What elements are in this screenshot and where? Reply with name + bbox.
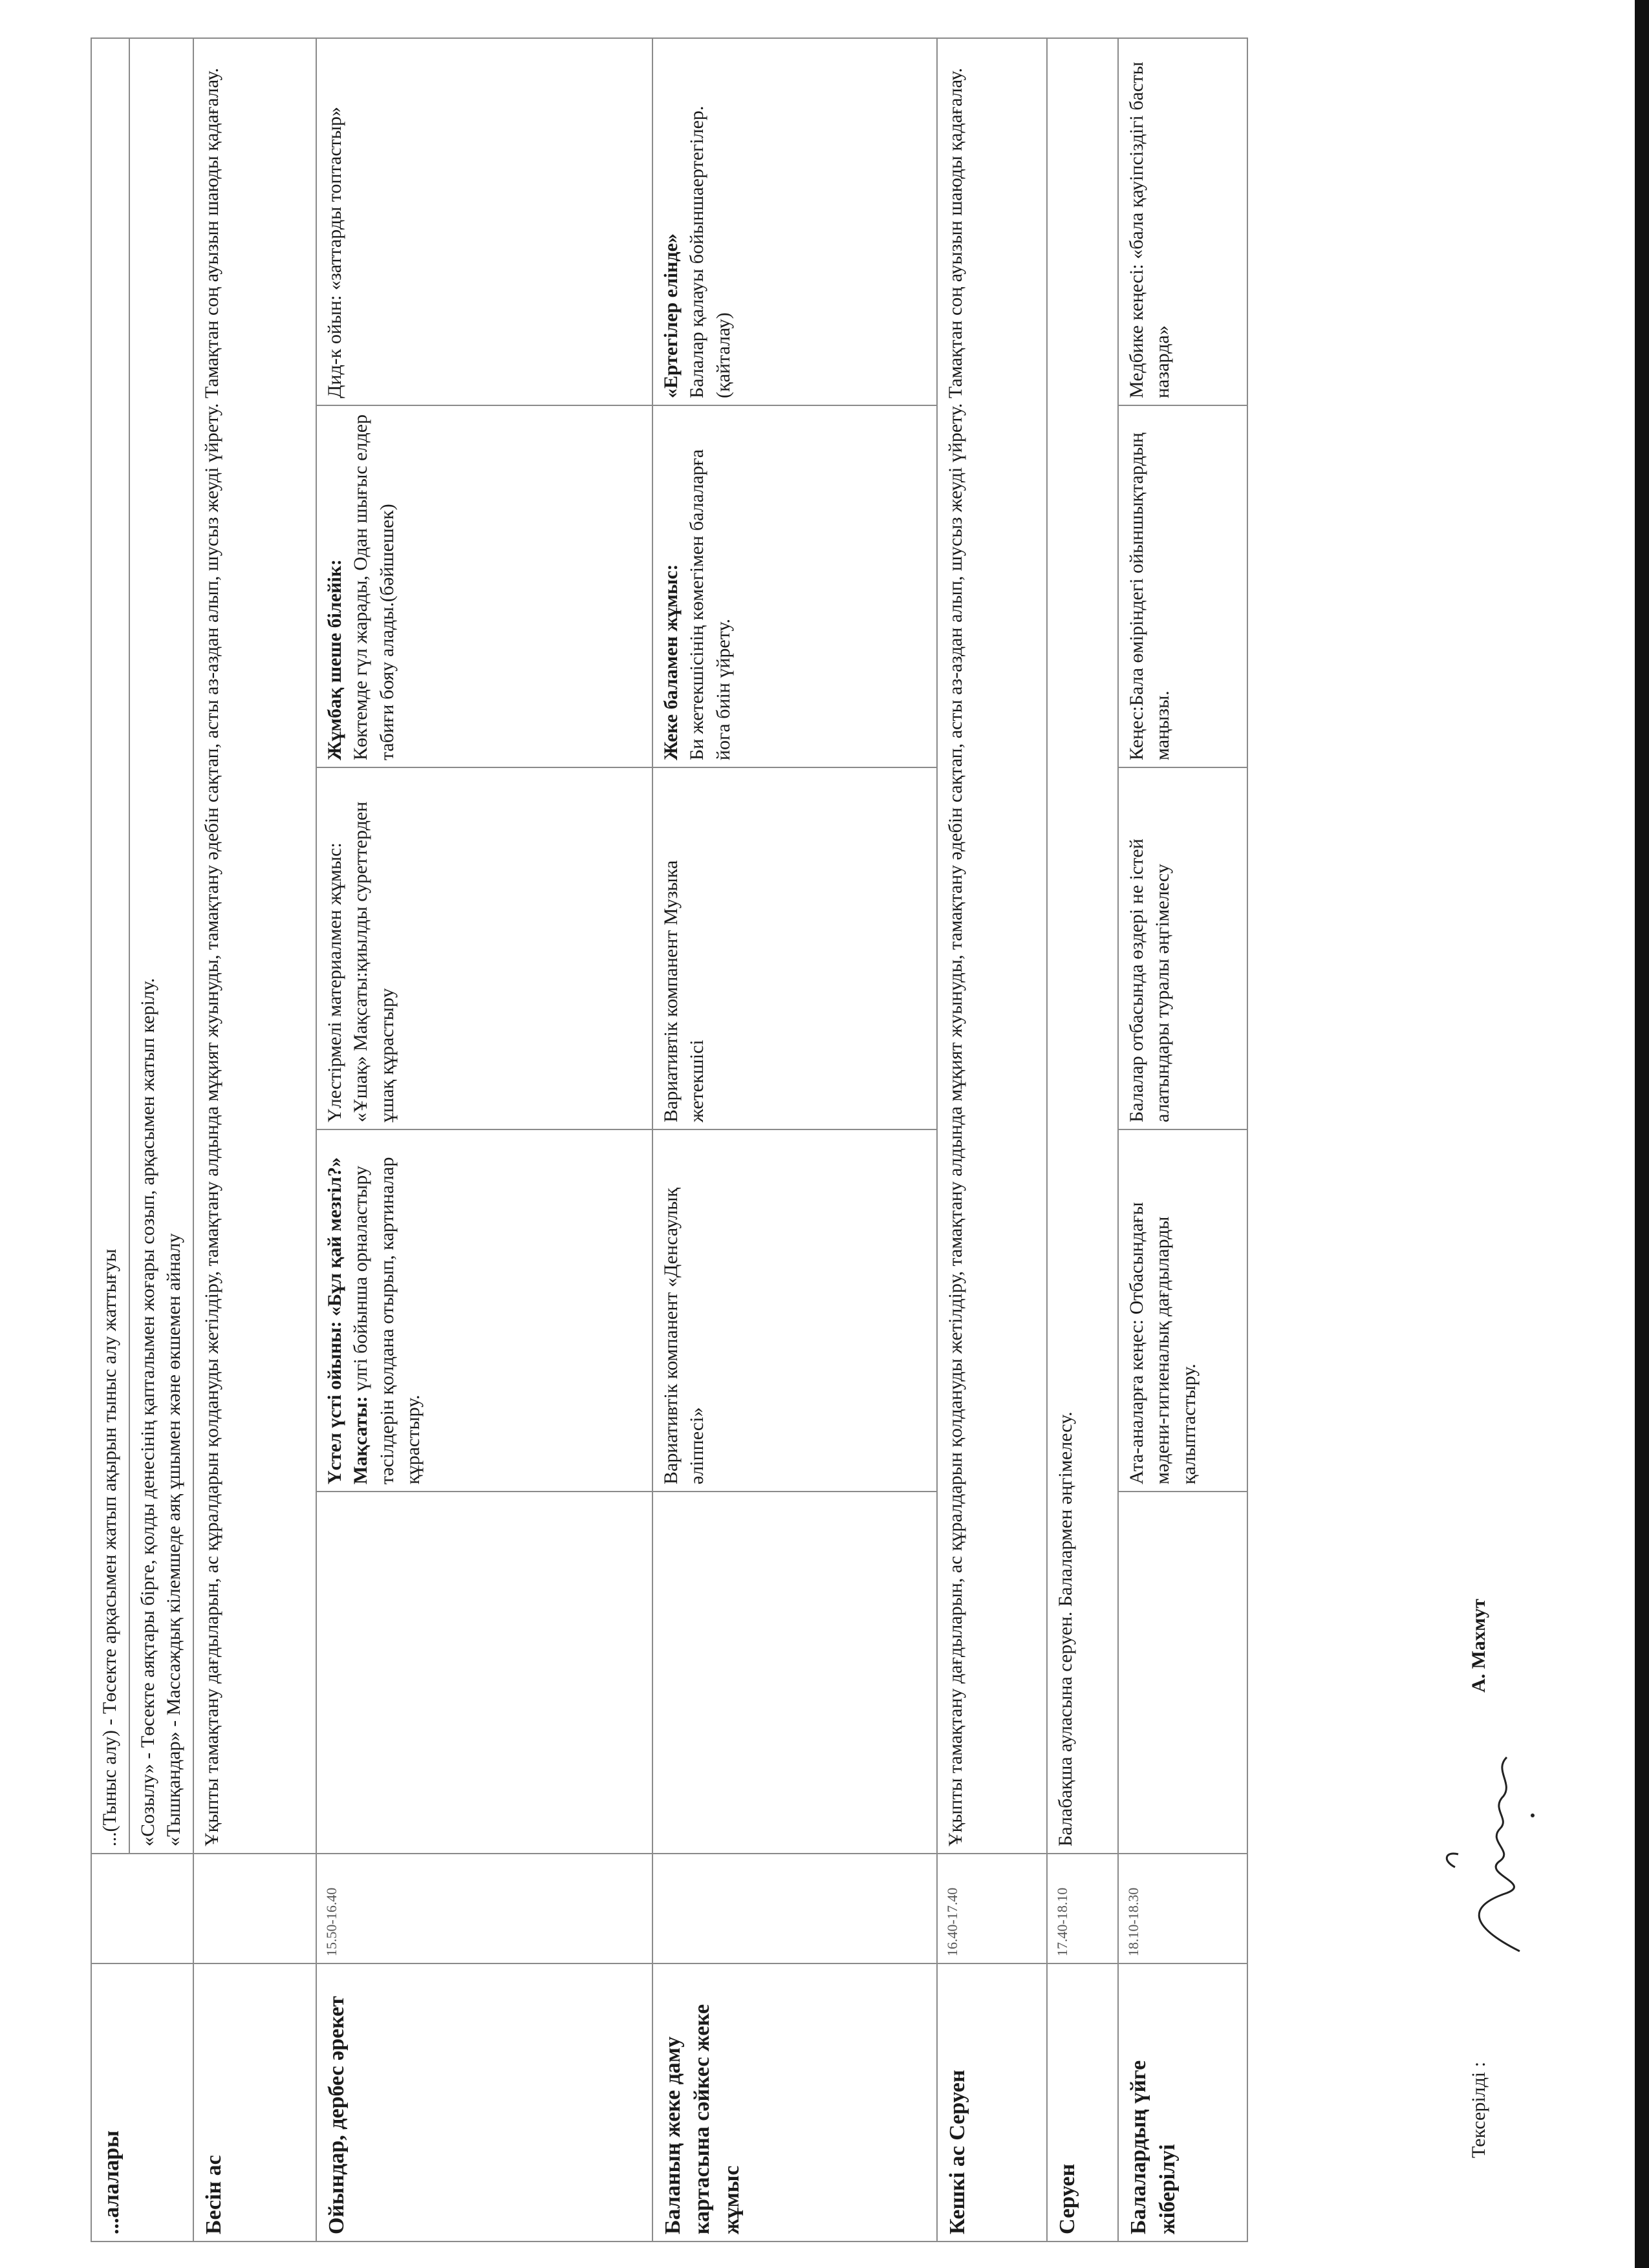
stretch-exercise-cell <box>129 38 193 1854</box>
individual-cell-empty <box>652 1492 937 1854</box>
row-label-individual: Баланың жеке даму картасына сәйкес жеке жұмыс <box>652 1963 937 2241</box>
games-cell-1 <box>316 1129 652 1492</box>
row-label-supper: Кешкі ас Серуен <box>937 1963 1047 2241</box>
stretch-text: «Созылу» - Төсекте аяқтары бірге, қолды денесінің қапталымен жоғары созып, арқасымен жатып керілу. <box>136 978 158 1846</box>
individual-cell-2: Вариативтік компанент Музыка жетекшісі <box>652 767 937 1129</box>
table-row <box>91 38 129 2241</box>
individual-4-title: «Ертегілер елінде» <box>660 233 682 398</box>
table-row <box>316 38 652 2241</box>
table-row <box>193 38 316 2241</box>
wake-exercise-text: ...(Тыныс алу) - Төсекте арқасымен жатып ақырын тыныс алу жаттығуы <box>91 38 129 1854</box>
home-cell-3: Кеңес:Бала өміріндегі ойыншықтардың маңызы. <box>1118 405 1247 767</box>
home-cell-empty <box>1118 1492 1247 1854</box>
supper-text: Ұқыпты тамақтану дағдыларын, ас құралдарын қолдануды жетілдіру, тамақтану алдында мұқият жуынуды, тамақтану әдебін сақтап, асты аз-аздан алып, шусыз жеуді үйрету. Тамақтан соң ауызын шаюды қадағалау. <box>937 38 1047 1854</box>
row-label-dinner: Бесін ас <box>193 1963 316 2241</box>
table-row <box>1118 38 1247 2241</box>
checker-name: А. Махмут <box>1468 1598 1489 1693</box>
time-cell <box>652 1854 937 1963</box>
time-cell: 18.10-18.30 <box>1118 1854 1247 1963</box>
mice-text: «Тышқандар» - Массаждық кілемшеде аяқ ұшымен және өкшемен айналу <box>163 1233 184 1846</box>
plan-table-wrap <box>91 39 1248 2242</box>
individual-3-title: Жеке баламен жұмыс: <box>660 564 682 760</box>
time-cell: 16.40-17.40 <box>937 1854 1047 1963</box>
table-row <box>652 38 937 2241</box>
games-3-text: Көктемде гүл жарады, Одан шығыс елдер табиғи бояу алады.(бәйшешек) <box>350 414 398 760</box>
home-cell-4: Медбике кеңесі: «бала қауіпсіздігі басты назарда» <box>1118 38 1247 405</box>
daily-plan-table <box>91 37 1248 2242</box>
row-label-walk: Серуен <box>1047 1963 1118 2241</box>
individual-3-text: Би жетекшісінің көмегімен балаларға йога биін үйрету. <box>686 449 734 760</box>
individual-cell-3 <box>652 405 937 767</box>
games-3-title: Жұмбақ шеше білейік: <box>323 559 345 760</box>
table-row <box>1047 38 1118 2241</box>
walk-text: Балабақша ауласына серуен. Балалармен әңгімелесу. <box>1047 38 1118 1854</box>
row-label-home: Балалардың үйге жіберілуі <box>1118 1963 1247 2241</box>
row-label-games: Ойындар, дербес әрекет <box>316 1963 652 2241</box>
time-cell <box>91 1854 193 1963</box>
dinner-text: Ұқыпты тамақтану дағдыларын, ас құралдарын қолдануды жетілдіру, тамақтану алдында мұқият жуынуды, тамақтану әдебін сақтап, асты аз-аздан алып, шусыз жеуді үйрету. Тамақтан соң ауызын шаюды қадағалау. <box>193 38 316 1854</box>
home-cell-2: Балалар отбасында өздері не істей алатындары туралы әңгімелесу <box>1118 767 1247 1129</box>
games-cell-3 <box>316 405 652 767</box>
table-row <box>937 38 1047 2241</box>
goal-label: Мақсаты: <box>350 1396 371 1484</box>
games-1-title: Үстел үсті ойыны: «Бұл қай мезгіл?» <box>323 1157 345 1484</box>
games-cell-empty <box>316 1492 652 1854</box>
individual-cell-4 <box>652 38 937 405</box>
games-1-goal <box>348 1137 427 1484</box>
individual-4-text: Балалар қалауы бойыншаертегілер. (қайталау) <box>686 105 734 398</box>
games-cell-4: Дид-к ойын: «заттарды топтастыр» <box>316 38 652 405</box>
time-cell <box>193 1854 316 1963</box>
time-cell: 15.50-16.40 <box>316 1854 652 1963</box>
goal-text: үлгі бойынша орналастыру тәсілдерін қолдана отырып, картиналар құрастыру. <box>350 1157 424 1484</box>
games-cell-2: Үлестірмелі материалмен жұмыс: «Ұшақ» Мақсаты:қиылды суреттерден ұшақ құрастыру <box>316 767 652 1129</box>
home-cell-1: Ата-аналарға кеңес: Отбасындағы мәдени-гигиеналық дағдыларды қалыптастыру. <box>1118 1129 1247 1492</box>
signature-block <box>1429 1253 1558 2158</box>
row-label-wake: ...алалары <box>91 1963 193 2241</box>
individual-cell-1: Вариативтік компанент «Денсаулық әліппесі» <box>652 1129 937 1492</box>
time-cell: 17.40-18.10 <box>1047 1854 1118 1963</box>
handwritten-signature <box>1429 1731 1546 1964</box>
checked-label: Тексерілді : <box>1468 2061 1489 2158</box>
